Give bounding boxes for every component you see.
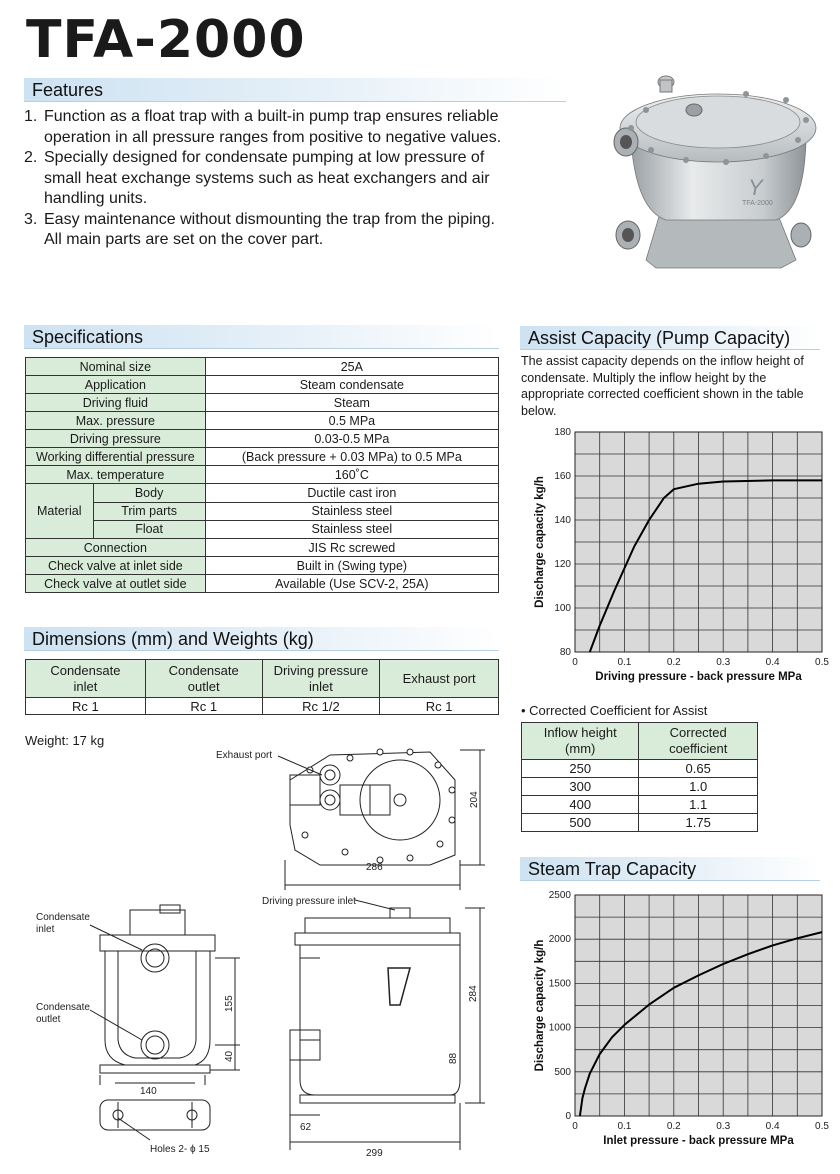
table-row — [26, 358, 499, 376]
x-tick-label: 0.2 — [666, 1121, 681, 1132]
coef-caption: • Corrected Coefficient for Assist — [521, 703, 708, 718]
table-row — [26, 466, 499, 484]
spec-value: Stainless steel — [206, 520, 498, 538]
table-row — [522, 760, 758, 778]
specifications-table — [25, 357, 499, 593]
x-tick-label: 0.5 — [815, 1121, 829, 1132]
coef-cell: 1.0 — [639, 778, 758, 796]
steam-trap-heading: Steam Trap Capacity — [520, 857, 820, 881]
assist-capacity-chart — [520, 424, 830, 690]
feature-item: 3. Easy maintenance without dismounting the trap from the piping. All main parts are set on the cover part. — [24, 210, 495, 248]
y-tick-label: 80 — [559, 647, 571, 658]
dim-header: Exhaust port — [380, 660, 499, 698]
spec-value: 0.5 MPa — [205, 412, 498, 430]
y-tick-label: 2500 — [548, 890, 571, 901]
driving-pressure-inlet-label: Driving pressure inlet — [262, 896, 356, 907]
dimensions-table — [25, 659, 499, 715]
coef-cell: 400 — [522, 796, 639, 814]
y-axis-label: Discharge capacity kg/h — [534, 476, 546, 608]
spec-label: Body — [93, 484, 205, 502]
dim-62: 62 — [300, 1122, 312, 1133]
x-tick-label: 0 — [572, 1121, 578, 1132]
dim-value: Rc 1/2 — [262, 698, 380, 715]
x-tick-label: 0.1 — [617, 657, 632, 668]
x-tick-label: 0.1 — [617, 1121, 632, 1132]
dim-value: Rc 1 — [380, 698, 499, 715]
table-row — [26, 394, 499, 412]
table-row — [522, 778, 758, 796]
condensate-inlet-label-line1: Condensate — [36, 912, 90, 923]
spec-value: 0.03-0.5 MPa — [205, 430, 498, 448]
dim-header: Condensate outlet — [145, 660, 262, 698]
spec-label: Driving fluid — [26, 394, 206, 412]
spec-label: Application — [26, 376, 206, 394]
spec-label: Nominal size — [26, 358, 206, 376]
product-photo — [606, 70, 822, 290]
table-row — [26, 412, 499, 430]
dim-284: 284 — [468, 985, 479, 1002]
specifications-heading: Specifications — [24, 325, 499, 349]
spec-value: Built in (Swing type) — [205, 557, 498, 575]
features-heading: Features — [24, 78, 566, 102]
spec-label: Float — [93, 520, 205, 538]
dimensions-heading: Dimensions (mm) and Weights (kg) — [24, 627, 499, 651]
spec-label: Driving pressure — [26, 430, 206, 448]
spec-label: Working differential pressure — [26, 448, 206, 466]
coef-cell: 1.75 — [639, 814, 758, 832]
assist-heading: Assist Capacity (Pump Capacity) — [520, 326, 820, 350]
y-tick-label: 100 — [554, 603, 571, 614]
condensate-outlet-label-line1: Condensate — [36, 1002, 90, 1013]
dim-value: Rc 1 — [26, 698, 146, 715]
weight-text: Weight: 17 kg — [25, 733, 105, 748]
dim-155: 155 — [224, 995, 235, 1012]
table-row — [26, 698, 499, 715]
dim-value: Rc 1 — [145, 698, 262, 715]
coef-cell: 250 — [522, 760, 639, 778]
table-row — [522, 814, 758, 832]
x-tick-label: 0.3 — [716, 1121, 731, 1132]
table-row — [26, 448, 499, 466]
dimension-drawing — [0, 740, 510, 1174]
table-row — [26, 430, 499, 448]
dim-204: 204 — [469, 791, 480, 808]
table-row — [26, 557, 499, 575]
spec-value: Stainless steel — [206, 502, 498, 520]
y-tick-label: 120 — [554, 559, 571, 570]
dim-40: 40 — [224, 1050, 235, 1062]
y-tick-label: 180 — [554, 427, 571, 438]
x-tick-label: 0.4 — [765, 1121, 780, 1132]
dim-header: Condensate inlet — [26, 660, 146, 698]
coef-header: Corrected coefficient — [639, 723, 758, 760]
table-row — [26, 575, 499, 593]
exhaust-port-label: Exhaust port — [216, 750, 273, 761]
coef-cell: 1.1 — [639, 796, 758, 814]
dim-88: 88 — [448, 1052, 459, 1064]
spec-value: JIS Rc screwed — [205, 539, 498, 557]
spec-value: (Back pressure + 0.03 MPa) to 0.5 MPa — [205, 448, 498, 466]
feature-item: 2. Specially designed for condensate pumping at low pressure of small heat exchange systems such as heat exchangers and air handling units. — [24, 149, 490, 207]
table-row — [26, 660, 499, 698]
y-tick-label: 1500 — [548, 978, 571, 990]
condensate-outlet-label-line2: outlet — [36, 1014, 61, 1025]
spec-label: Check valve at inlet side — [26, 557, 206, 575]
dim-299: 299 — [366, 1148, 383, 1159]
spec-label: Trim parts — [93, 502, 205, 520]
y-tick-label: 1000 — [548, 1022, 571, 1034]
spec-value: Available (Use SCV-2, 25A) — [205, 575, 498, 593]
x-tick-label: 0.5 — [815, 657, 829, 668]
spec-value: Ductile cast iron — [206, 484, 498, 502]
coefficient-table — [521, 722, 758, 832]
coef-cell: 500 — [522, 814, 639, 832]
x-tick-label: 0.3 — [716, 657, 731, 668]
spec-value: Steam condensate — [205, 376, 498, 394]
spec-material-label: Material — [26, 484, 93, 538]
x-tick-label: 0.2 — [666, 657, 681, 668]
coef-header: Inflow height (mm) — [522, 723, 639, 760]
photo-logo: Y — [748, 175, 763, 200]
steam-trap-capacity-chart — [520, 886, 830, 1156]
dim-header: Driving pressure inlet — [262, 660, 380, 698]
spec-label: Max. pressure — [26, 412, 206, 430]
table-row — [26, 376, 499, 394]
table-row — [26, 539, 499, 557]
dim-140: 140 — [140, 1086, 157, 1097]
feature-item: 1. Function as a float trap with a built-in pump trap ensures reliable operation in all pressure ranges from positive to negative values. — [24, 108, 502, 146]
x-axis-label: Driving pressure - back pressure MPa — [595, 671, 802, 683]
x-tick-label: 0.4 — [765, 657, 780, 668]
spec-value: 160˚C — [205, 466, 498, 484]
coef-cell: 300 — [522, 778, 639, 796]
spec-label: Check valve at outlet side — [26, 575, 206, 593]
x-axis-label: Inlet pressure - back pressure MPa — [603, 1135, 794, 1147]
table-row — [522, 796, 758, 814]
table-row — [522, 723, 758, 760]
condensate-inlet-label-line2: inlet — [36, 924, 55, 935]
assist-description: The assist capacity depends on the inflow height of condensate. Multiply the inflow height by the appropriate corrected coefficient shown in the table below. — [521, 354, 804, 418]
y-axis-label: Discharge capacity kg/h — [534, 939, 546, 1072]
spec-value: Steam — [205, 394, 498, 412]
y-tick-label: 2000 — [548, 934, 571, 946]
y-tick-label: 500 — [554, 1066, 571, 1078]
photo-cast-text: TFA-2000 — [742, 200, 773, 207]
spec-label: Connection — [26, 539, 206, 557]
dim-286: 286 — [366, 862, 383, 873]
holes-label: Holes 2- ϕ 15 — [150, 1144, 210, 1155]
spec-label: Max. temperature — [26, 466, 206, 484]
x-tick-label: 0 — [572, 657, 578, 668]
features-list — [24, 107, 564, 251]
y-tick-label: 140 — [554, 515, 571, 526]
product-title: TFA-2000 — [26, 10, 306, 70]
spec-value: 25A — [205, 358, 498, 376]
y-tick-label: 160 — [554, 471, 571, 482]
table-row — [26, 484, 499, 539]
y-tick-label: 0 — [565, 1111, 571, 1122]
coef-cell: 0.65 — [639, 760, 758, 778]
